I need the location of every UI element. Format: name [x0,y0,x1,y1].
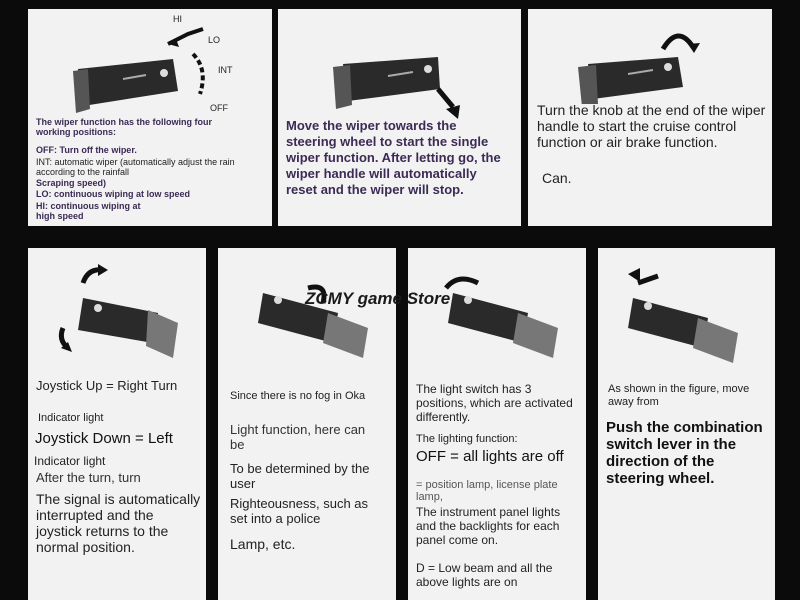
turn-stalk-illustration [28,248,206,368]
store-watermark: ZCMY game Store [305,289,451,308]
determined-by-user-text: To be determined by the user [230,461,370,491]
single-wipe-panel [278,9,521,226]
move-away-text: As shown in the figure, move away from [608,383,750,408]
lamp-etc-text: Lamp, etc. [230,536,296,552]
indicator-light-2: Indicator light [34,454,106,468]
position-int-label: INT [218,65,233,75]
position-lamp-text: = position lamp, license plate lamp, [416,479,558,503]
wiper-heading: The wiper function has the following four working positions: [36,117,212,137]
position-off-label: OFF [210,103,228,113]
push-lever-text: Push the combination switch lever in the direction of the steering wheel. [606,419,763,487]
instrument-panel-text: The instrument panel lights and the backlights for each panel come on. [416,505,561,547]
turn-indicator-panel [28,248,206,600]
cruise-knob-can: Can. [542,170,572,186]
position-hi-label: HI [173,14,182,24]
low-beam-text: D = Low beam and all the above lights are on [416,561,553,589]
position-lo-label: LO [208,35,221,45]
three-positions-text: The light switch has 3 positions, which are activated differently. [416,382,573,424]
joystick-down-text: Joystick Down = Left [35,430,173,447]
wiper-stalk-illustration [528,9,772,104]
cruise-knob-text: Turn the knob at the end of the wiper handle to start the cruise control function or air brake function. [537,102,766,150]
lighting-function-label: The lighting function: [416,433,518,445]
wiper-positions-panel [28,9,272,226]
push-stalk-illustration [598,248,775,368]
indicator-light-1: Indicator light [38,412,104,424]
wiper-int-text: INT: automatic wiper (automatically adjust the rain according to the rainfall [36,157,235,177]
after-turn-text: After the turn, turn [36,470,141,485]
push-lever-panel [598,248,775,600]
single-wipe-text: Move the wiper towards the steering wheel to start the single wiper function. After letting go, the wiper handle will automatically reset and the wiper will stop. [286,118,501,197]
wiper-lo-text: LO: continuous wiping at low speed [36,189,190,199]
joystick-up-text: Joystick Up = Right Turn [36,378,178,393]
light-function-text: Light function, here can be [230,422,366,452]
wiper-off-text: OFF: Turn off the wiper. [36,145,137,155]
signal-interrupted-text: The signal is automatically interrupted and the joystick returns to the normal position. [36,491,201,555]
wiper-stalk-illustration [278,9,521,119]
police-lamp-text: Righteousness, such as set into a police [230,496,369,526]
no-fog-text: Since there is no fog in Oka [230,390,366,402]
wiper-hi-text: HI: continuous wiping at high speed [36,201,141,221]
off-all-lights-text: OFF = all lights are off [416,448,564,465]
wiper-stalk-illustration [28,9,272,119]
wiper-scraping-text: Scraping speed) [36,178,107,188]
cruise-knob-panel [528,9,772,226]
